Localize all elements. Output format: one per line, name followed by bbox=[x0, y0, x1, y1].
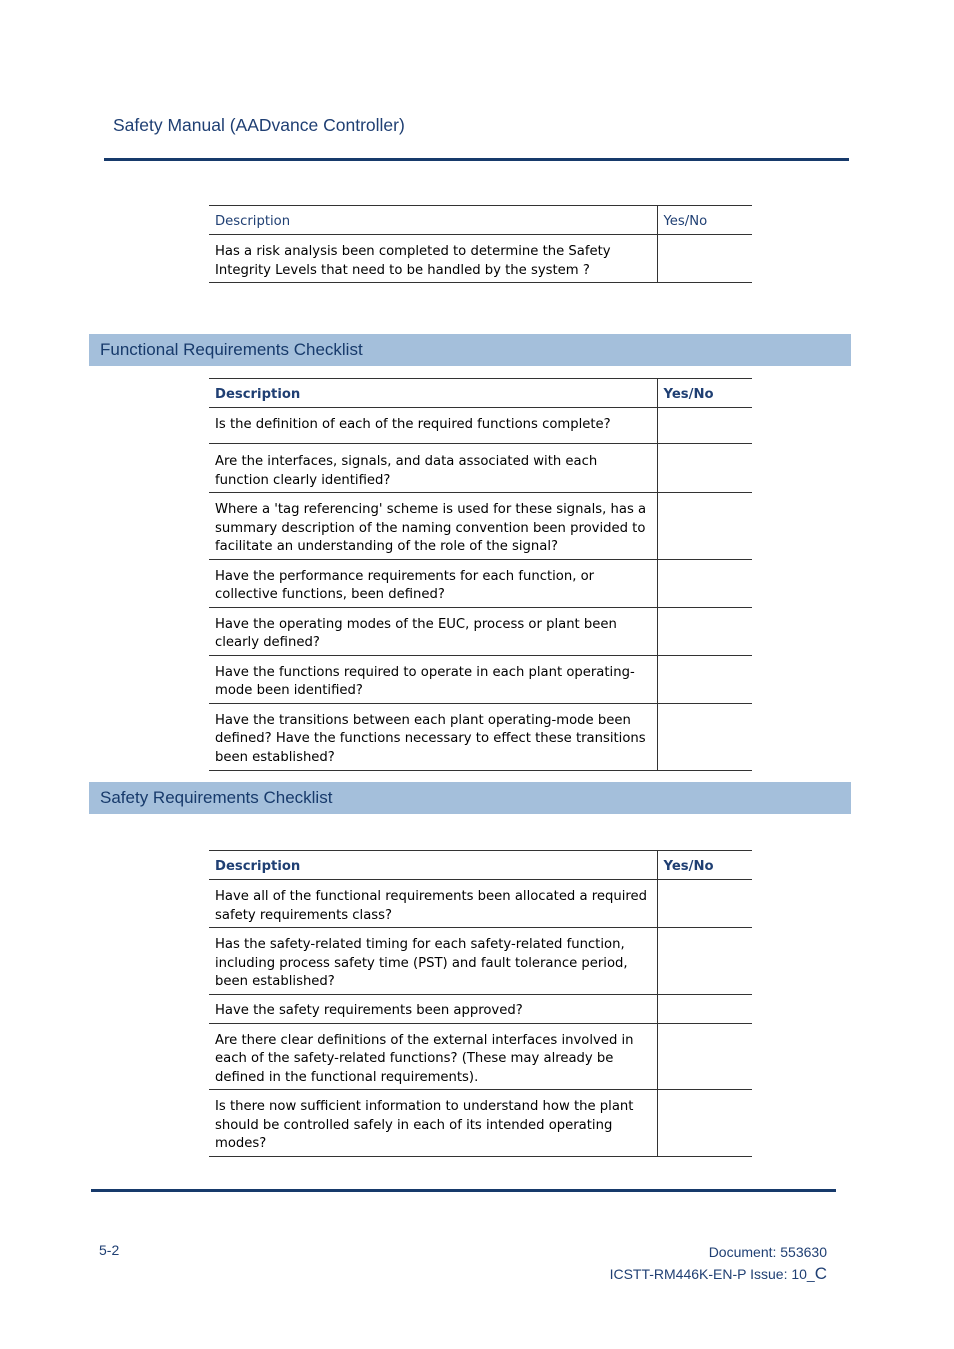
table-header-row bbox=[209, 206, 752, 235]
table-row bbox=[209, 607, 752, 655]
column-header-yesno: Yes/No bbox=[657, 379, 752, 408]
page-header-title: Safety Manual (AADvance Controller) bbox=[113, 115, 405, 135]
row-yesno-cell[interactable] bbox=[657, 880, 752, 928]
table-row bbox=[209, 235, 752, 283]
row-yesno-cell[interactable] bbox=[657, 655, 752, 703]
row-description: Have all of the functional requirements been allocated a required safety requirements class? bbox=[209, 880, 657, 928]
row-description: Have the transitions between each plant operating-mode been defined? Have the functions necessary to effect these transitions been established? bbox=[209, 703, 657, 770]
issue-suffix: C bbox=[814, 1264, 827, 1283]
row-description: Where a 'tag referencing' scheme is used for these signals, has a summary description of the naming convention been provided to facilitate an understanding of the role of the signal? bbox=[209, 493, 657, 560]
table-row bbox=[209, 928, 752, 995]
footer-rule bbox=[91, 1189, 836, 1192]
safety-checklist-table bbox=[209, 850, 752, 1157]
row-description: Are there clear definitions of the external interfaces involved in each of the safety-related functions? (These may already be defined in the functional requirements). bbox=[209, 1023, 657, 1090]
footer-document-info bbox=[610, 1242, 827, 1285]
column-header-description: Description bbox=[209, 379, 657, 408]
table-row bbox=[209, 444, 752, 493]
row-yesno-cell[interactable] bbox=[657, 928, 752, 995]
row-description: Have the performance requirements for each function, or collective functions, been defined? bbox=[209, 559, 657, 607]
row-yesno-cell[interactable] bbox=[657, 1090, 752, 1157]
row-description: Is the definition of each of the required functions complete? bbox=[209, 408, 657, 444]
table-row bbox=[209, 655, 752, 703]
document-number: Document: 553630 bbox=[708, 1244, 827, 1260]
table-row bbox=[209, 1090, 752, 1157]
section-heading-safety: Safety Requirements Checklist bbox=[89, 782, 851, 814]
column-header-yesno: Yes/No bbox=[657, 206, 752, 235]
section-heading-functional: Functional Requirements Checklist bbox=[89, 334, 851, 366]
column-header-description: Description bbox=[209, 851, 657, 880]
row-description: Have the functions required to operate in each plant operating-mode been identified? bbox=[209, 655, 657, 703]
row-description: Is there now sufficient information to understand how the plant should be controlled safely in each of its intended operating modes? bbox=[209, 1090, 657, 1157]
table-header-row bbox=[209, 379, 752, 408]
intro-checklist-table bbox=[209, 205, 752, 283]
row-yesno-cell[interactable] bbox=[657, 994, 752, 1023]
row-yesno-cell[interactable] bbox=[657, 408, 752, 444]
row-yesno-cell[interactable] bbox=[657, 607, 752, 655]
table-row bbox=[209, 994, 752, 1023]
table-row bbox=[209, 880, 752, 928]
table-header-row bbox=[209, 851, 752, 880]
table-row bbox=[209, 1023, 752, 1090]
row-description: Are the interfaces, signals, and data associated with each function clearly identified? bbox=[209, 444, 657, 493]
row-yesno-cell[interactable] bbox=[657, 559, 752, 607]
issue-line bbox=[610, 1263, 827, 1285]
issue-prefix: ICSTT-RM446K-EN-P Issue: 10_ bbox=[609, 1266, 815, 1282]
functional-checklist-table bbox=[209, 378, 752, 771]
table-row bbox=[209, 703, 752, 770]
row-description: Has the safety-related timing for each safety-related function, including process safety time (PST) and fault tolerance period, been established? bbox=[209, 928, 657, 995]
column-header-yesno: Yes/No bbox=[657, 851, 752, 880]
table-row bbox=[209, 408, 752, 444]
row-yesno-cell[interactable] bbox=[657, 235, 752, 283]
row-description: Has a risk analysis been completed to determine the Safety Integrity Levels that need to be handled by the system ? bbox=[209, 235, 657, 283]
row-yesno-cell[interactable] bbox=[657, 493, 752, 560]
table-row bbox=[209, 559, 752, 607]
column-header-description: Description bbox=[209, 206, 657, 235]
header-rule bbox=[104, 158, 849, 161]
page-number: 5-2 bbox=[99, 1242, 120, 1258]
table-row bbox=[209, 493, 752, 560]
row-yesno-cell[interactable] bbox=[657, 703, 752, 770]
row-yesno-cell[interactable] bbox=[657, 444, 752, 493]
row-description: Have the safety requirements been approved? bbox=[209, 994, 657, 1023]
row-description: Have the operating modes of the EUC, process or plant been clearly defined? bbox=[209, 607, 657, 655]
row-yesno-cell[interactable] bbox=[657, 1023, 752, 1090]
